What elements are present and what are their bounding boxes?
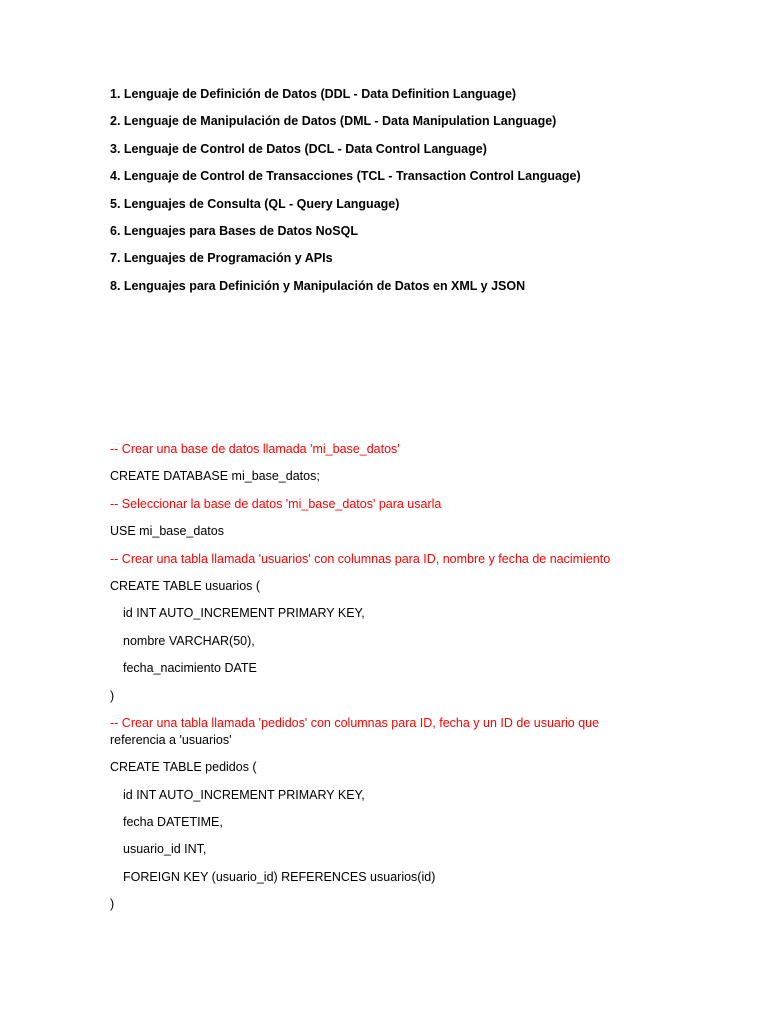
code-line: fecha_nacimiento DATE — [123, 661, 257, 676]
code-line: ) — [110, 897, 115, 912]
sql-language-types-list — [110, 86, 581, 305]
code-line: FOREIGN KEY (usuario_id) REFERENCES usuarios(id) — [123, 869, 436, 884]
code-line: usuario_id INT, — [123, 842, 207, 857]
code-line: CREATE DATABASE mi_base_datos; — [110, 469, 320, 484]
list-item: 6. Lenguajes para Bases de Datos NoSQL — [110, 223, 358, 238]
code-line: ) — [110, 688, 115, 703]
list-item: 7. Lenguajes de Programación y APIs — [110, 251, 333, 266]
list-item: 2. Lenguaje de Manipulación de Datos (DML - Data Manipulation Language) — [110, 114, 557, 129]
list-item: 4. Lenguaje de Control de Transacciones (TCL - Transaction Control Language) — [110, 169, 581, 184]
code-line: CREATE TABLE usuarios ( — [110, 578, 261, 593]
code-line: CREATE TABLE pedidos ( — [110, 760, 257, 775]
code-comment: -- Crear una tabla llamada 'usuarios' con columnas para ID, nombre y fecha de nacimiento — [110, 551, 611, 566]
code-line: nombre VARCHAR(50), — [123, 633, 255, 648]
list-item: 8. Lenguajes para Definición y Manipulación de Datos en XML y JSON — [110, 278, 526, 293]
list-item: 5. Lenguajes de Consulta (QL - Query Language) — [110, 196, 400, 211]
code-line: id INT AUTO_INCREMENT PRIMARY KEY, — [123, 606, 365, 621]
code-line: id INT AUTO_INCREMENT PRIMARY KEY, — [123, 787, 365, 802]
code-comment-continuation: referencia a 'usuarios' — [110, 732, 232, 747]
code-comment: -- Seleccionar la base de datos 'mi_base_datos' para usarla — [110, 496, 442, 511]
list-item: 1. Lenguaje de Definición de Datos (DDL - Data Definition Language) — [110, 87, 517, 101]
code-comment: -- Crear una base de datos llamada 'mi_base_datos' — [110, 442, 400, 456]
code-line: fecha DATETIME, — [123, 815, 223, 830]
list-item: 3. Lenguaje de Control de Datos (DCL - Data Control Language) — [110, 141, 487, 156]
code-comment: -- Crear una tabla llamada 'pedidos' con columnas para ID, fecha y un ID de usuario que — [110, 715, 600, 730]
code-comment-multiline — [110, 715, 670, 749]
code-line: USE mi_base_datos — [110, 524, 224, 539]
sql-code-block — [110, 441, 670, 924]
